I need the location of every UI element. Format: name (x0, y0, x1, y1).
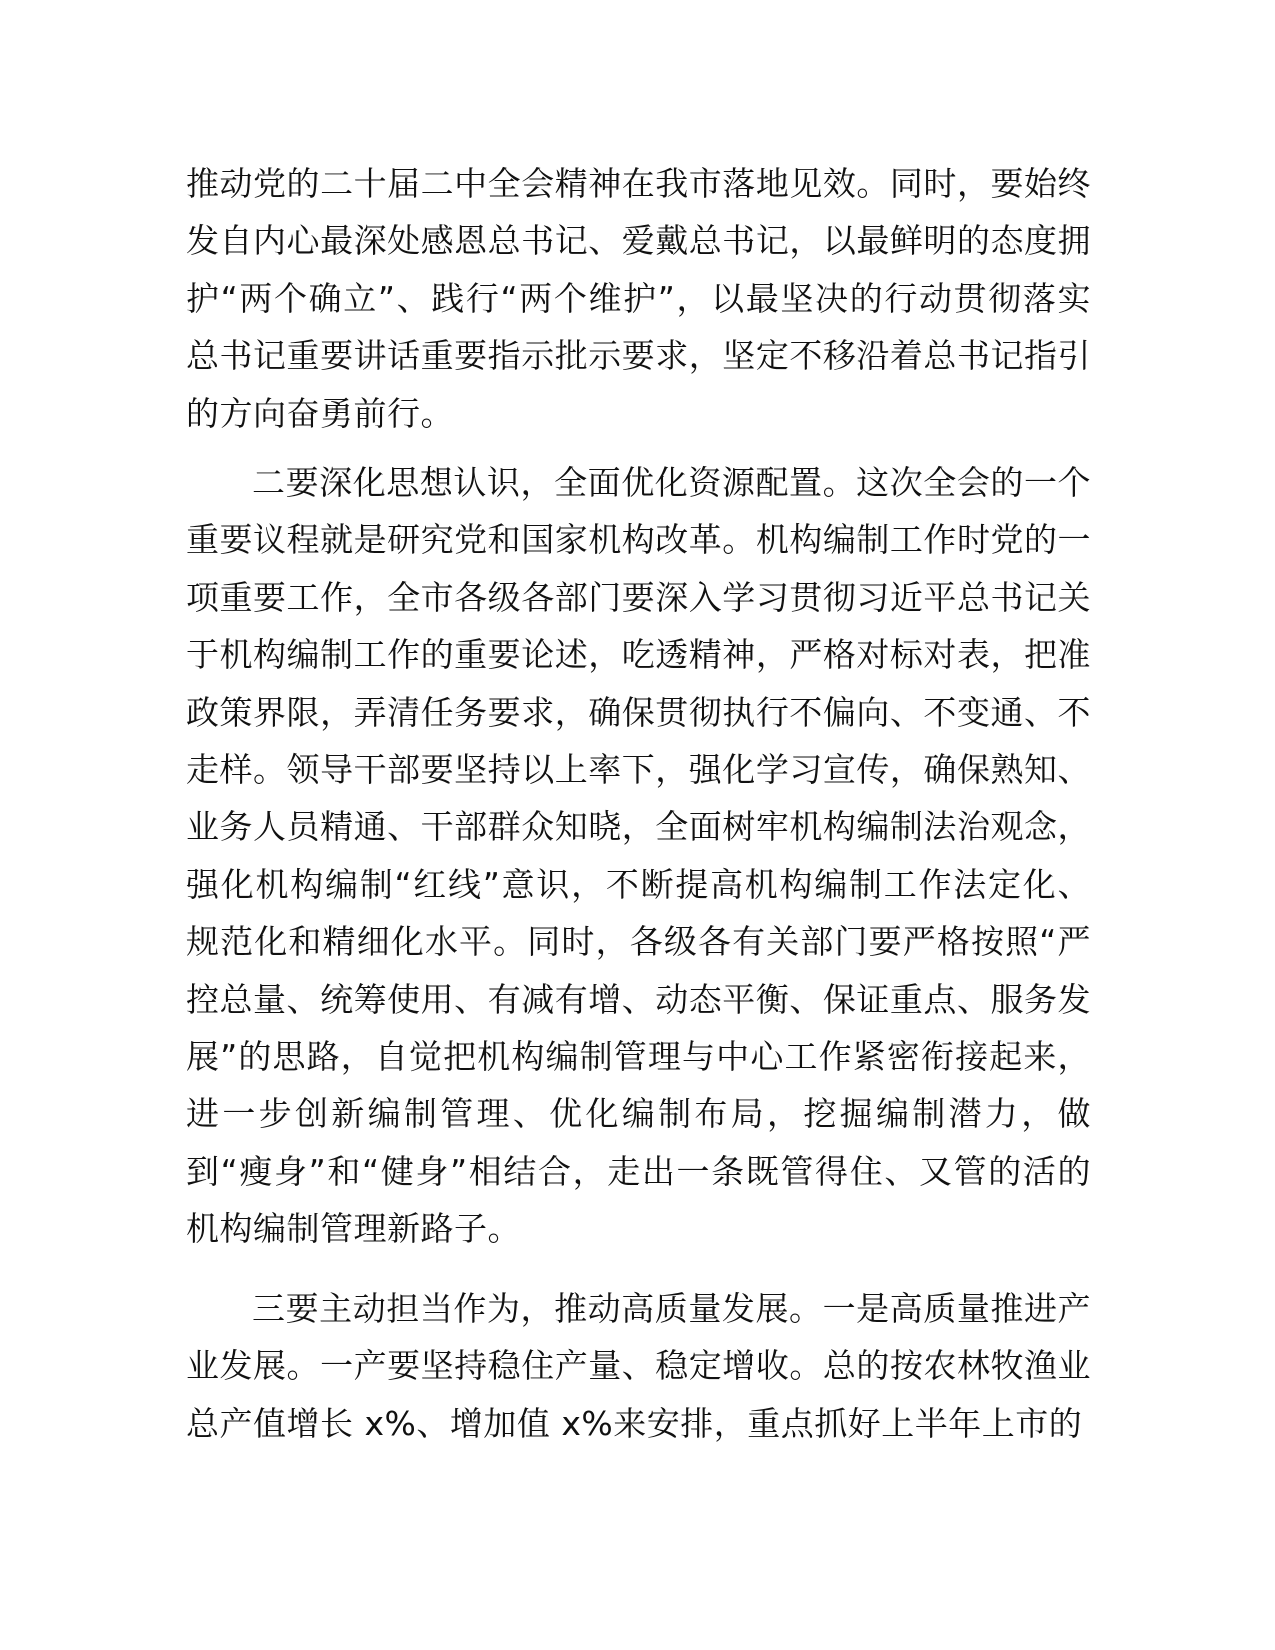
paragraph-organizational-reform: 二要深化思想认识，全面优化资源配置。这次全会的一个重要议程就是研究党和国家机构改革。机构编制工作时党的一项重要工作，全市各级各部门要深入学习贯彻习近平总书记关于机构编制工作的重要论述，吃透精神，严格对标对表，把准政策界限，弄清任务要求，确保贯彻执行不偏向、不变通、不走样。领导干部要坚持以上率下，强化学习宣传，确保熟知、业务人员精通、干部群众知晓，全面树牢机构编制法治观念，强化机构编制“红线”意识，不断提高机构编制工作法定化、规范化和精细化水平。同时，各级各有关部门要严格按照“严控总量、统筹使用、有减有增、动态平衡、保证重点、服务发展”的思路，自觉把机构编制管理与中心工作紧密衔接起来，进一步创新编制管理、优化编制布局，挖掘编制潜力，做到“瘦身”和“健身”相结合，走出一条既管得住、又管的活的机构编制管理新路子。 (186, 463, 1091, 1249)
paragraph-high-quality-development: 三要主动担当作为，推动高质量发展。一是高质量推进产业发展。一产要坚持稳住产量、稳定增收。总的按农林牧渔业总产值增长 x%、增加值 x%来安排，重点抓好上半年上市的 (186, 1289, 1091, 1443)
paragraph-continuation: 推动党的二十届二中全会精神在我市落地见效。同时，要始终发自内心最深处感恩总书记、爱戴总书记，以最鲜明的态度拥护“两个确立”、践行“两个维护”，以最坚决的行动贯彻落实总书记重要讲话重要指示批示要求，坚定不移沿着总书记指引的方向奋勇前行。 (186, 164, 1091, 433)
